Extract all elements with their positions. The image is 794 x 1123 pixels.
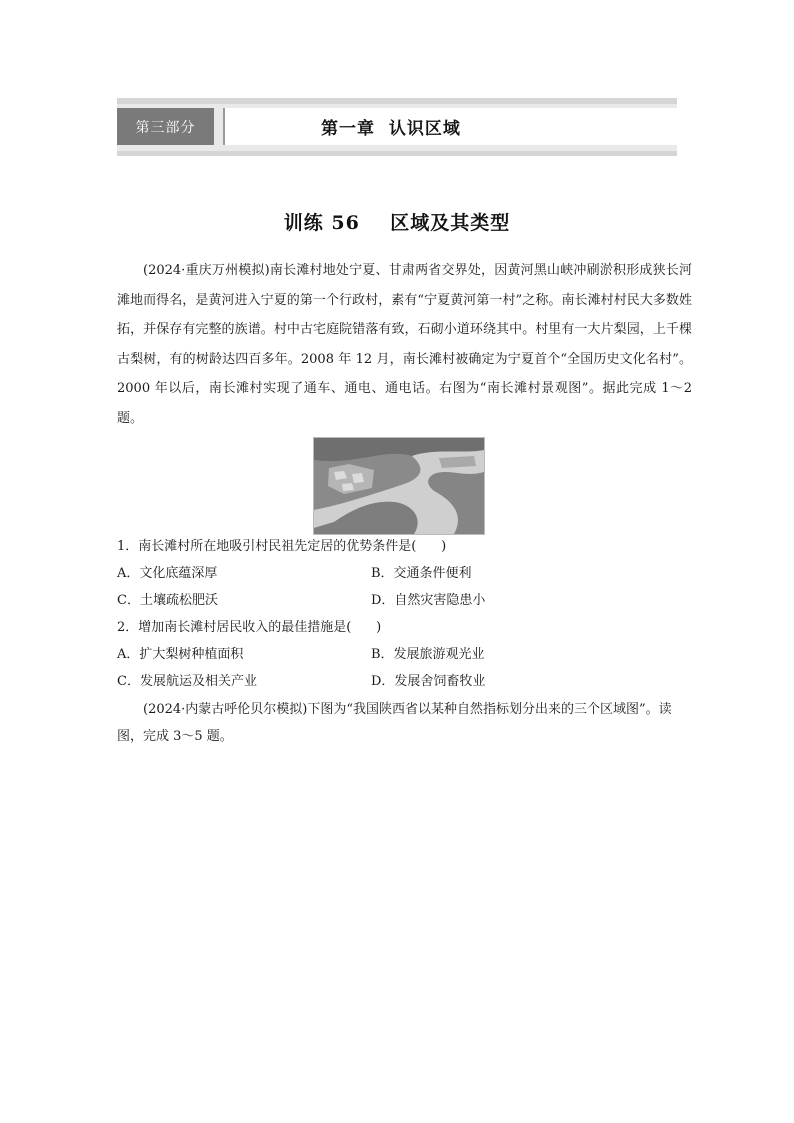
question-2-option-a: A．扩大梨树种植面积 — [117, 647, 244, 662]
village-landscape-photo — [313, 437, 485, 535]
document-content — [117, 256, 692, 750]
question-2-option-d: D．发展舍饲畜牧业 — [371, 674, 486, 689]
photo-row — [117, 437, 692, 533]
lesson-title: 训练 56 区域及其类型 — [283, 212, 511, 234]
question-1-options-row-1 — [117, 560, 692, 587]
chapter-header-band — [117, 98, 677, 156]
part-label: 第三部分 — [117, 108, 214, 145]
chapter-title: 第一章 认识区域 — [321, 119, 461, 139]
question-1-option-c: C．土壤疏松肥沃 — [117, 593, 218, 608]
question-2-options-row-2 — [117, 668, 692, 695]
passage-1: (2024·重庆万州模拟)南长滩村地处宁夏、甘肃两省交界处，因黄河黑山峡冲刷淤积形成狭长河滩地而得名，是黄河进入宁夏的第一个行政村，素有“宁夏黄河第一村”之称。南长滩村村民大多数姓拓，并保存有完整的族谱。村中古宅庭院错落有致，石砌小道环绕其中。村里有一大片梨园，上千棵古梨树，有的树龄达四百多年。2008 年 12 月，南长滩村被确定为宁夏首个“全国历史文化名村”。2000 年以后，南长滩村实现了通车、通电、通电话。右图为“南长滩村景观图”。据此完成 1～2 题。 — [117, 263, 692, 426]
header-stripe-bottom — [117, 151, 677, 156]
question-1-option-b: B．交通条件便利 — [371, 566, 472, 581]
question-1-stem: 1．南长滩村所在地吸引村民祖先定居的优势条件是( ) — [117, 539, 447, 554]
question-1-option-d: D．自然灾害隐患小 — [371, 593, 486, 608]
chapter-box — [223, 108, 677, 145]
question-2-option-c: C．发展航运及相关产业 — [117, 674, 257, 689]
header-stripe-top — [117, 98, 677, 104]
question-1-option-a: A．文化底蕴深厚 — [117, 566, 218, 581]
question-1-options-row-2 — [117, 587, 692, 614]
question-2-options-row-1 — [117, 641, 692, 668]
question-2-option-b: B．发展旅游观光业 — [371, 647, 485, 662]
passage-2: (2024·内蒙古呼伦贝尔模拟)下图为“我国陕西省以某种自然指标划分出来的三个区域图”。读图，完成 3～5 题。 — [117, 702, 672, 744]
question-2-stem: 2．增加南长滩村居民收入的最佳措施是( ) — [117, 620, 382, 635]
